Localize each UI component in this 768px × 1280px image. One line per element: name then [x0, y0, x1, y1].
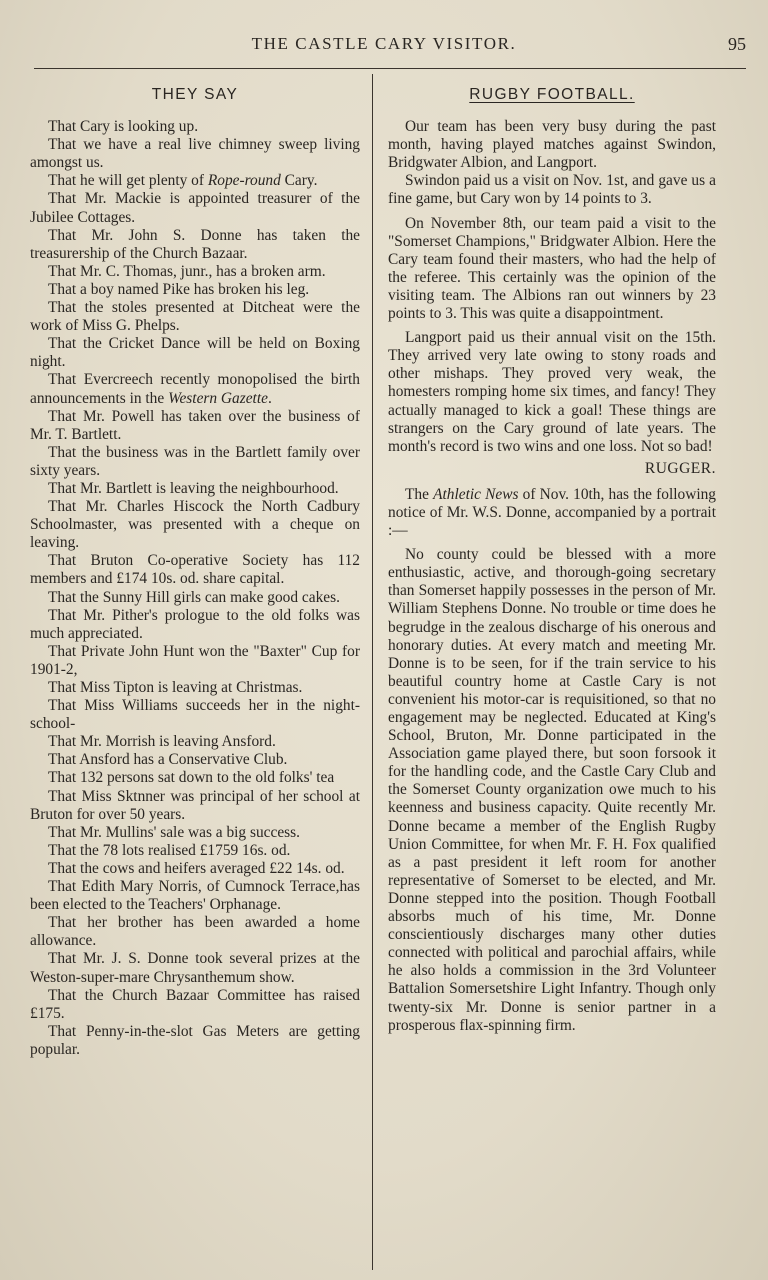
they-say-column	[30, 80, 360, 1059]
they-say-item: That the stoles presented at Ditcheat were the work of Miss G. Phelps.	[30, 299, 360, 335]
rugby-paragraph: Langport paid us their annual visit on the 15th. They arrived very late owing to stony roads and other mishaps. They proved very weak, the homesters romping home six times, and fancy! They actually managed to kick a goal! These things are strangers on the Cary ground of late years. The month's record is two wins and one loss. Not so bad!	[388, 329, 716, 455]
they-say-item: That Edith Mary Norris, of Cumnock Terrace,has been elected to the Teachers' Orphanage.	[30, 878, 360, 914]
they-say-item: That the Sunny Hill girls can make good cakes.	[48, 588, 340, 606]
they-say-item: That the cows and heifers averaged £22 14s. od.	[48, 859, 345, 877]
they-say-item: That Mr. Charles Hiscock the North Cadbury Schoolmaster, was presented with a cheque on leaving.	[30, 498, 360, 552]
rugby-paragraph: Our team has been very busy during the past month, having played matches against Swindon, Bridgwater Albion, and Langport.	[388, 118, 716, 172]
they-say-item: That Miss Williams succeeds her in the night-school-	[30, 697, 360, 733]
they-say-item: That we have a real live chimney sweep living amongst us.	[30, 136, 360, 172]
they-say-item: That the 78 lots realised £1759 16s. od.	[48, 841, 291, 859]
they-say-item: That Miss Tipton is leaving at Christmas.	[48, 679, 303, 696]
they-say-item: That Mr. Pither's prologue to the old folks was much appreciated.	[30, 606, 360, 642]
they-say-item: That Mr. Bartlett is leaving the neighbourhood.	[48, 479, 339, 497]
they-say-item: That the business was in the Bartlett family over sixty years.	[30, 443, 360, 479]
they-say-item: That the Cricket Dance will be held on Boxing night.	[30, 335, 360, 371]
header-rule	[34, 68, 746, 69]
they-say-item: That Mr. Powell has taken over the business of Mr. T. Bartlett.	[30, 407, 360, 443]
they-say-item: That Mr. J. S. Donne took several prizes at the Weston-super-mare Chrysanthemum show.	[30, 950, 360, 986]
they-say-item: That Mr. John S. Donne has taken the treasurership of the Church Bazaar.	[30, 226, 360, 262]
they-say-item: That the Church Bazaar Committee has raised £175.	[30, 986, 360, 1022]
they-say-item: That Private John Hunt won the "Baxter" Cup for 1901-2,	[30, 642, 360, 678]
rugby-football-column	[388, 80, 716, 1035]
they-say-list	[30, 118, 360, 1059]
they-say-item: That he will get plenty of Rope-round Cary.	[48, 172, 318, 190]
they-say-item: That Mr. C. Thomas, junr., has a broken arm.	[48, 262, 326, 280]
they-say-item: That Penny-in-the-slot Gas Meters are getting popular.	[30, 1022, 360, 1058]
they-say-item: That her brother has been awarded a home allowance.	[30, 914, 360, 950]
they-say-heading: THEY SAY	[151, 86, 239, 103]
athletic-news-intro: The Athletic News of Nov. 10th, has the following notice of Mr. W.S. Donne, accompanied by a portrait :—	[388, 485, 717, 540]
page-number: 95	[728, 34, 746, 54]
column-divider	[372, 74, 373, 1270]
rugby-paragraph: Swindon paid us a visit on Nov. 1st, and gave us a fine game, but Cary won by 14 points to 3.	[388, 172, 716, 208]
running-title: THE CASTLE CARY VISITOR.	[251, 34, 517, 53]
rugby-paragraph: On November 8th, our team paid a visit to the "Somerset Champions," Bridgwater Albion. Here the Cary team found their masters, who had the help of the referee. This certainly was the opinion of the visiting team. The Albions ran out winners by 23 points to 3. This was quite a disappointment.	[388, 214, 716, 323]
they-say-item: That Miss Sktnner was principal of her school at Bruton for over 50 years.	[30, 787, 360, 823]
they-say-item: That Ansford has a Conservative Club.	[48, 751, 288, 769]
athletic-news-notice: No county could be blessed with a more enthusiastic, active, and thorough-going secretary than Somerset happily possesses in the person of Mr. William Stephens Donne. No trouble or time does he begrudge in the zealous discharge of his onerous and honorary duties. At every match and meeting Mr. Donne is to be seen, for if the train service to his beautiful country home at Castle Cary is not convenient his motor-car is requisitioned, so that no engagement may be neglected. Educated at King's School, Bruton, Mr. Donne participated in the Association game played there, but soon forsook it for the handling code, and the Castle Cary Club and the Somerset County organization owe much to his keenness and business capacity. Quite recently Mr. Donne became a member of the English Rugby Union Committee, for when Mr. F. H. Fox qualified as a past president it left room for another representative of Somerset to be elected, and Mr. Donne stepped into the position. Though Football absorbs much of his time, Mr. Donne conscientiously discharges many other duties connected with political and parochial affairs, while he also holds a commission in the 3rd Volunteer Battalion Somersetshire Light Infantry. Though only twenty-six Mr. Donne is senior partner in a prosperous flax-spinning firm.	[388, 546, 716, 1034]
signature: RUGGER.	[644, 459, 716, 477]
they-say-item: That a boy named Pike has broken his leg.	[48, 280, 310, 298]
they-say-item: That Mr. Mackie is appointed treasurer of the Jubilee Cottages.	[30, 190, 360, 226]
they-say-item: That 132 persons sat down to the old folks' tea	[48, 769, 335, 787]
rugby-football-heading: RUGBY FOOTBALL.	[469, 86, 635, 103]
they-say-item: That Mr. Morrish is leaving Ansford.	[48, 733, 276, 751]
they-say-item: That Mr. Mullins' sale was a big success.	[48, 823, 300, 841]
they-say-item: That Cary is looking up.	[48, 118, 199, 136]
they-say-item: That Evercreech recently monopolised the birth announcements in the Western Gazette.	[30, 371, 360, 407]
they-say-item: That Bruton Co-operative Society has 112 members and £174 10s. od. share capital.	[30, 552, 360, 588]
